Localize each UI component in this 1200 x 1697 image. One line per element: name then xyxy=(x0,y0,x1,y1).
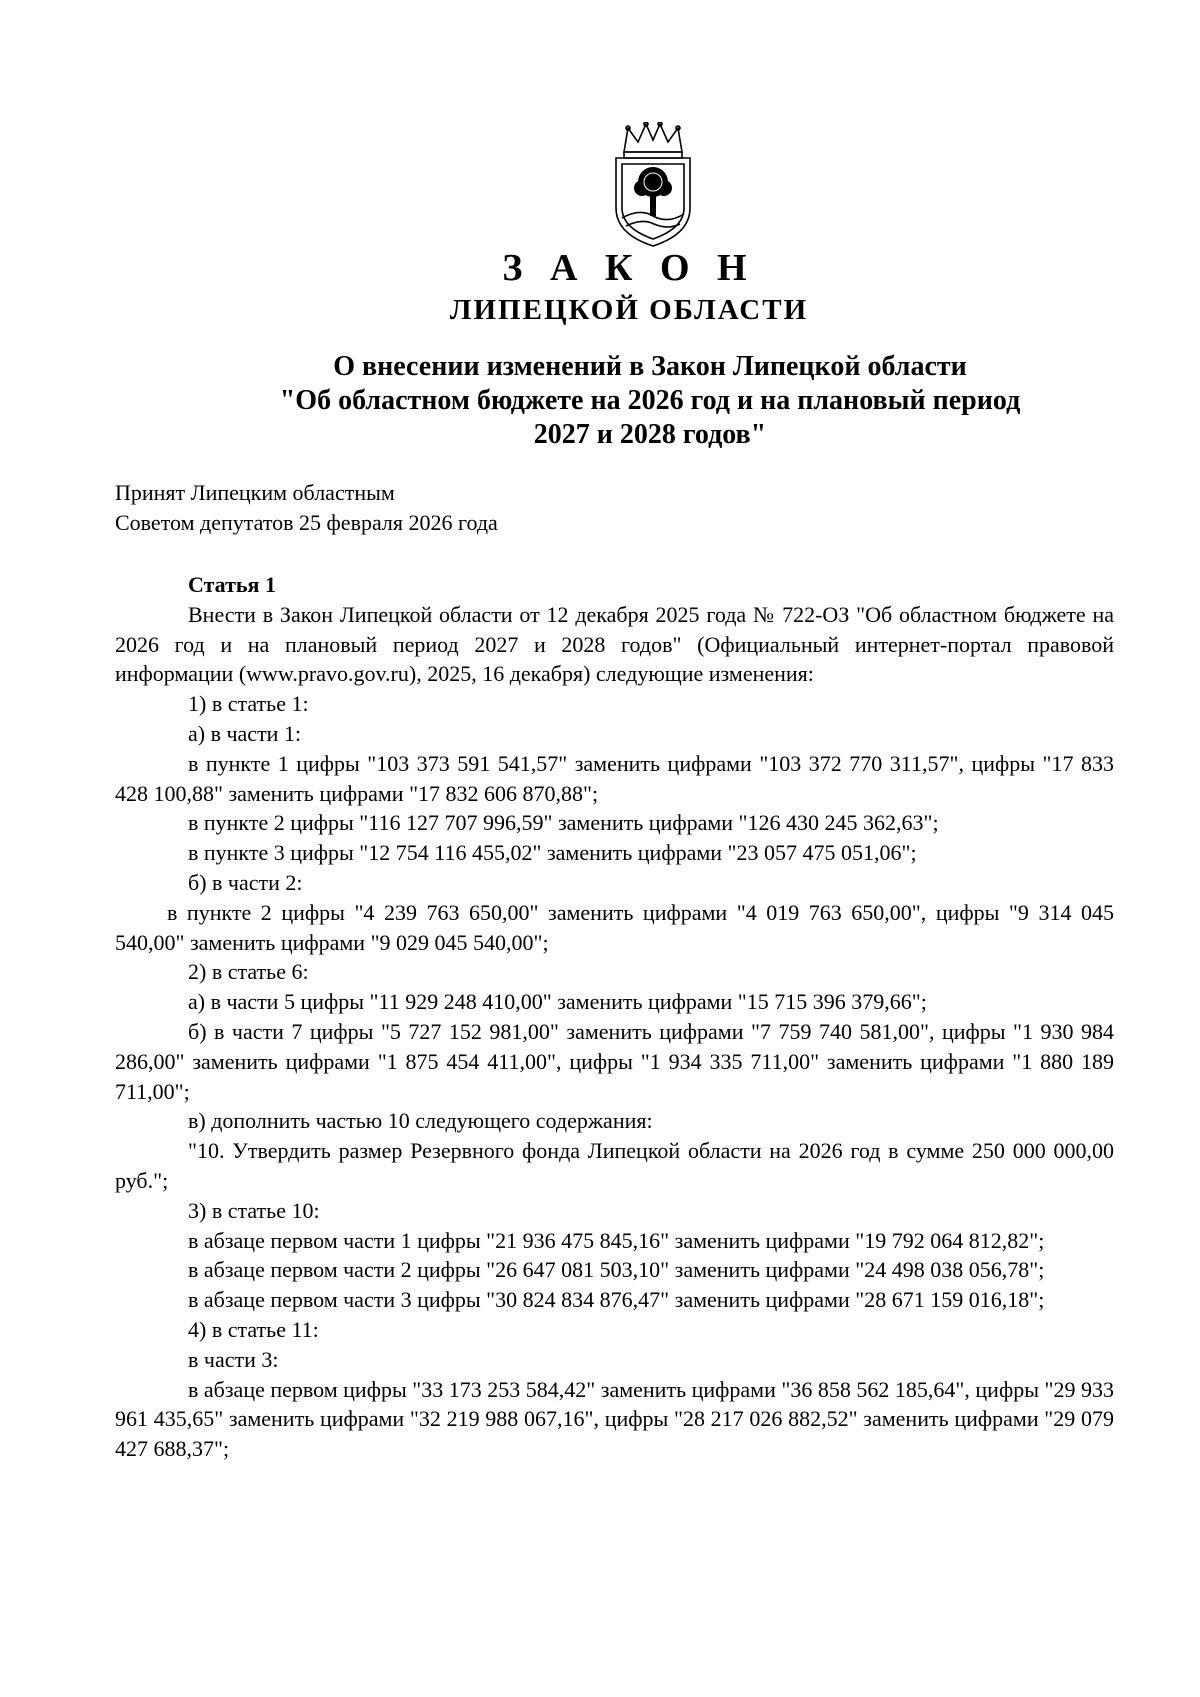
paragraph: в пункте 2 цифры "4 239 763 650,00" заменить цифрами "4 019 763 650,00", цифры "9 314 045 540,00" заменить цифрами "9 029 045 540,00"; xyxy=(115,899,1114,955)
paragraph: в абзаце первом цифры "33 173 253 584,42" заменить цифрами "36 858 562 185,64", цифры "29 933 961 435,65" заменить цифрами "32 219 988 067,16", цифры "28 217 026 882,52" заменить цифрами "29 079 427 688,37"; xyxy=(115,1376,1114,1462)
coat-of-arms-icon xyxy=(610,122,696,248)
paragraph: а) в части 5 цифры "11 929 248 410,00" заменить цифрами "15 715 396 379,66"; xyxy=(188,989,927,1015)
paragraph: в пункте 3 цифры "12 754 116 455,02" заменить цифрами "23 057 475 051,06"; xyxy=(188,840,917,866)
paragraph: б) в части 7 цифры "5 727 152 981,00" заменить цифрами "7 759 740 581,00", цифры "1 930 984 286,00" заменить цифрами "1 875 454 411,00", цифры "1 934 335 711,00" заменить цифрами "1 880 189 711,00"; xyxy=(115,1018,1114,1104)
document-region: ЛИПЕЦКОЙ ОБЛАСТИ xyxy=(449,294,809,326)
paragraph: в абзаце первом части 1 цифры "21 936 475 845,16" заменить цифрами "19 792 064 812,82"; xyxy=(188,1227,1045,1253)
adoption-note xyxy=(115,478,498,538)
paragraph: в абзаце первом части 2 цифры "26 647 081 503,10" заменить цифрами "24 498 038 056,78"; xyxy=(188,1257,1045,1283)
paragraph: 3) в статье 10: xyxy=(188,1197,320,1223)
paragraph: Внести в Закон Липецкой области от 12 декабря 2025 года № 722-ОЗ "Об областном бюджете на 2026 год и на плановый период 2027 и 2028 годов" (Официальный интернет-портал правовой информации (www.pravo.gov.ru), 2025, 16 декабря) следующие изменения: xyxy=(115,601,1114,687)
paragraph: 4) в статье 11: xyxy=(188,1316,319,1342)
paragraph: 1) в статье 1: xyxy=(188,691,309,717)
paragraph: в абзаце первом части 3 цифры "30 824 834 876,47" заменить цифрами "28 671 159 016,18"; xyxy=(188,1287,1045,1313)
paragraph: в части 3: xyxy=(188,1346,279,1372)
subject-line: О внесении изменений в Закон Липецкой области xyxy=(333,351,967,382)
paragraph: б) в части 2: xyxy=(188,869,303,895)
subject-line: "Об областном бюджете на 2026 год и на плановый период xyxy=(279,385,1021,416)
paragraph: в) дополнить частью 10 следующего содержания: xyxy=(188,1108,653,1134)
subject-line: 2027 и 2028 годов" xyxy=(533,419,767,450)
document-title: З А К О Н xyxy=(502,247,756,289)
article-heading: Статья 1 xyxy=(188,572,276,597)
adoption-line: Советом депутатов 25 февраля 2026 года xyxy=(115,510,498,535)
paragraph: 2) в статье 6: xyxy=(188,959,309,985)
article-body xyxy=(115,570,1114,1464)
adoption-line: Принят Липецким областным xyxy=(115,480,395,505)
paragraph: "10. Утвердить размер Резервного фонда Липецкой области на 2026 год в сумме 250 000 000,00 руб."; xyxy=(115,1138,1114,1193)
paragraph: в пункте 1 цифры "103 373 591 541,57" заменить цифрами "103 372 770 311,57", цифры "17 833 428 100,88" заменить цифрами "17 832 606 870,88"; xyxy=(115,750,1114,806)
document-subject xyxy=(190,350,1110,452)
paragraph: в пункте 2 цифры "116 127 707 996,59" заменить цифрами "126 430 245 362,63"; xyxy=(188,810,939,836)
paragraph: а) в части 1: xyxy=(188,720,302,746)
